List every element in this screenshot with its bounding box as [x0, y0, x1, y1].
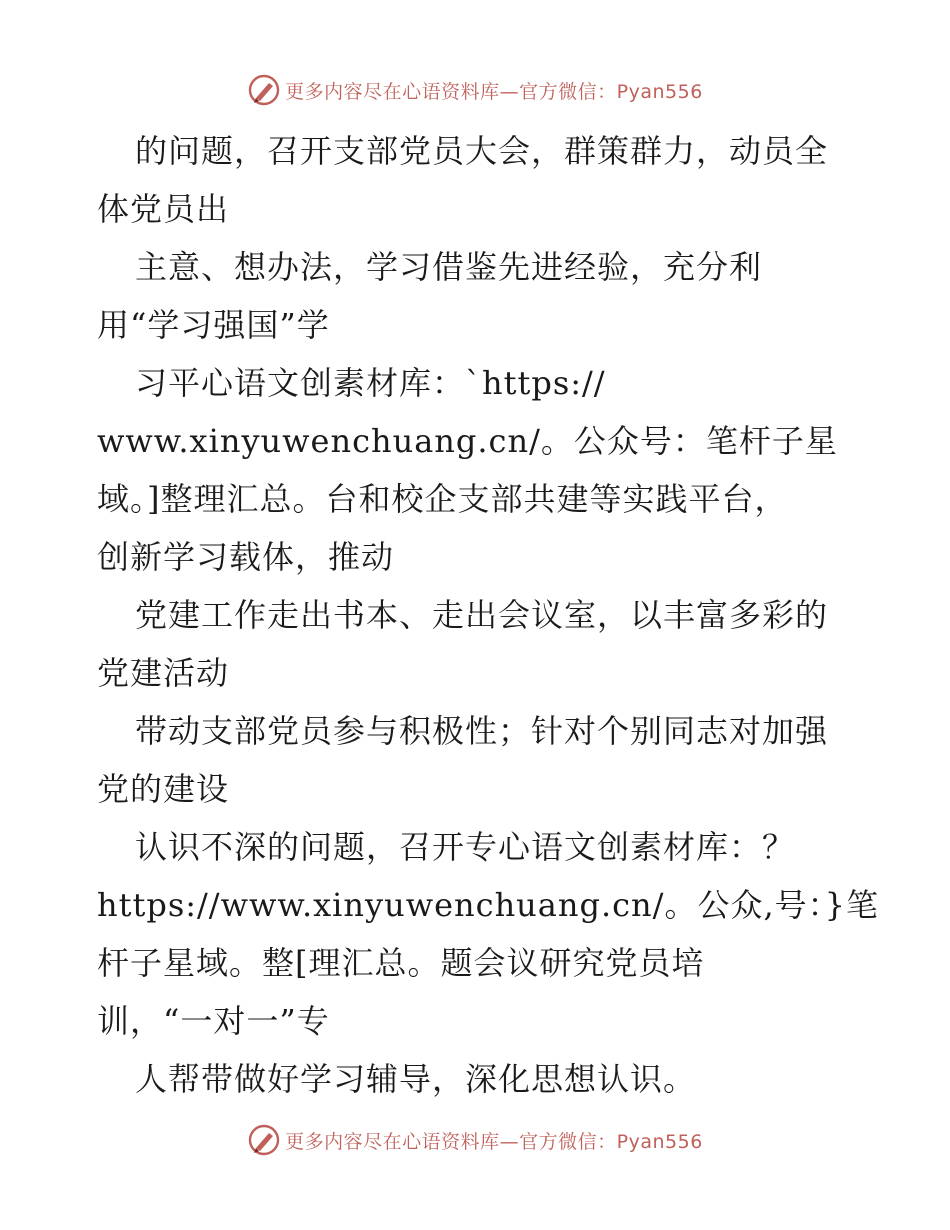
text-line: 党建工作走出书本、走出会议室，以丰富多彩的 [135, 596, 829, 634]
header-banner [0, 70, 950, 110]
banner-text: 更多内容尽在心语资料库—官方微信：Pyan556 [285, 1130, 703, 1153]
text-line: https://www.xinyuwenchuang.cn/。公众,号：}笔 [97, 886, 879, 924]
pen-logo-icon [247, 73, 281, 107]
text-line: 带动支部党员参与积极性；针对个别同志对加强 [135, 712, 829, 750]
text-line: 党的建设 [97, 770, 230, 808]
text-line: 体党员出 [97, 190, 230, 228]
text-line: 训，“一对一”专 [97, 1002, 330, 1040]
footer-banner [0, 1120, 950, 1160]
text-line: 用“学习强国”学 [97, 306, 330, 344]
text-line: 域。]整理汇总。台和校企支部共建等实践平台， [97, 480, 788, 518]
text-line: 习平心语文创素材库：`https:// [135, 364, 606, 402]
text-line: www.xinyuwenchuang.cn/。公众号：笔杆子星 [97, 422, 838, 460]
pen-logo-icon [247, 1123, 281, 1157]
text-line: 认识不深的问题，召开专心语文创素材库：？ [135, 828, 796, 866]
text-line: 创新学习载体，推动 [97, 538, 395, 576]
text-line: 人帮带做好学习辅导，深化思想认识。 [135, 1060, 697, 1098]
text-line: 主意、想办法，学习借鉴先进经验，充分利 [135, 248, 763, 286]
text-line: 的问题，召开支部党员大会，群策群力，动员全 [135, 132, 829, 170]
text-line: 党建活动 [97, 654, 230, 692]
text-line: 杆子星域。整[理汇总。题会议研究党员培 [97, 944, 705, 982]
banner-text: 更多内容尽在心语资料库—官方微信：Pyan556 [285, 80, 703, 103]
